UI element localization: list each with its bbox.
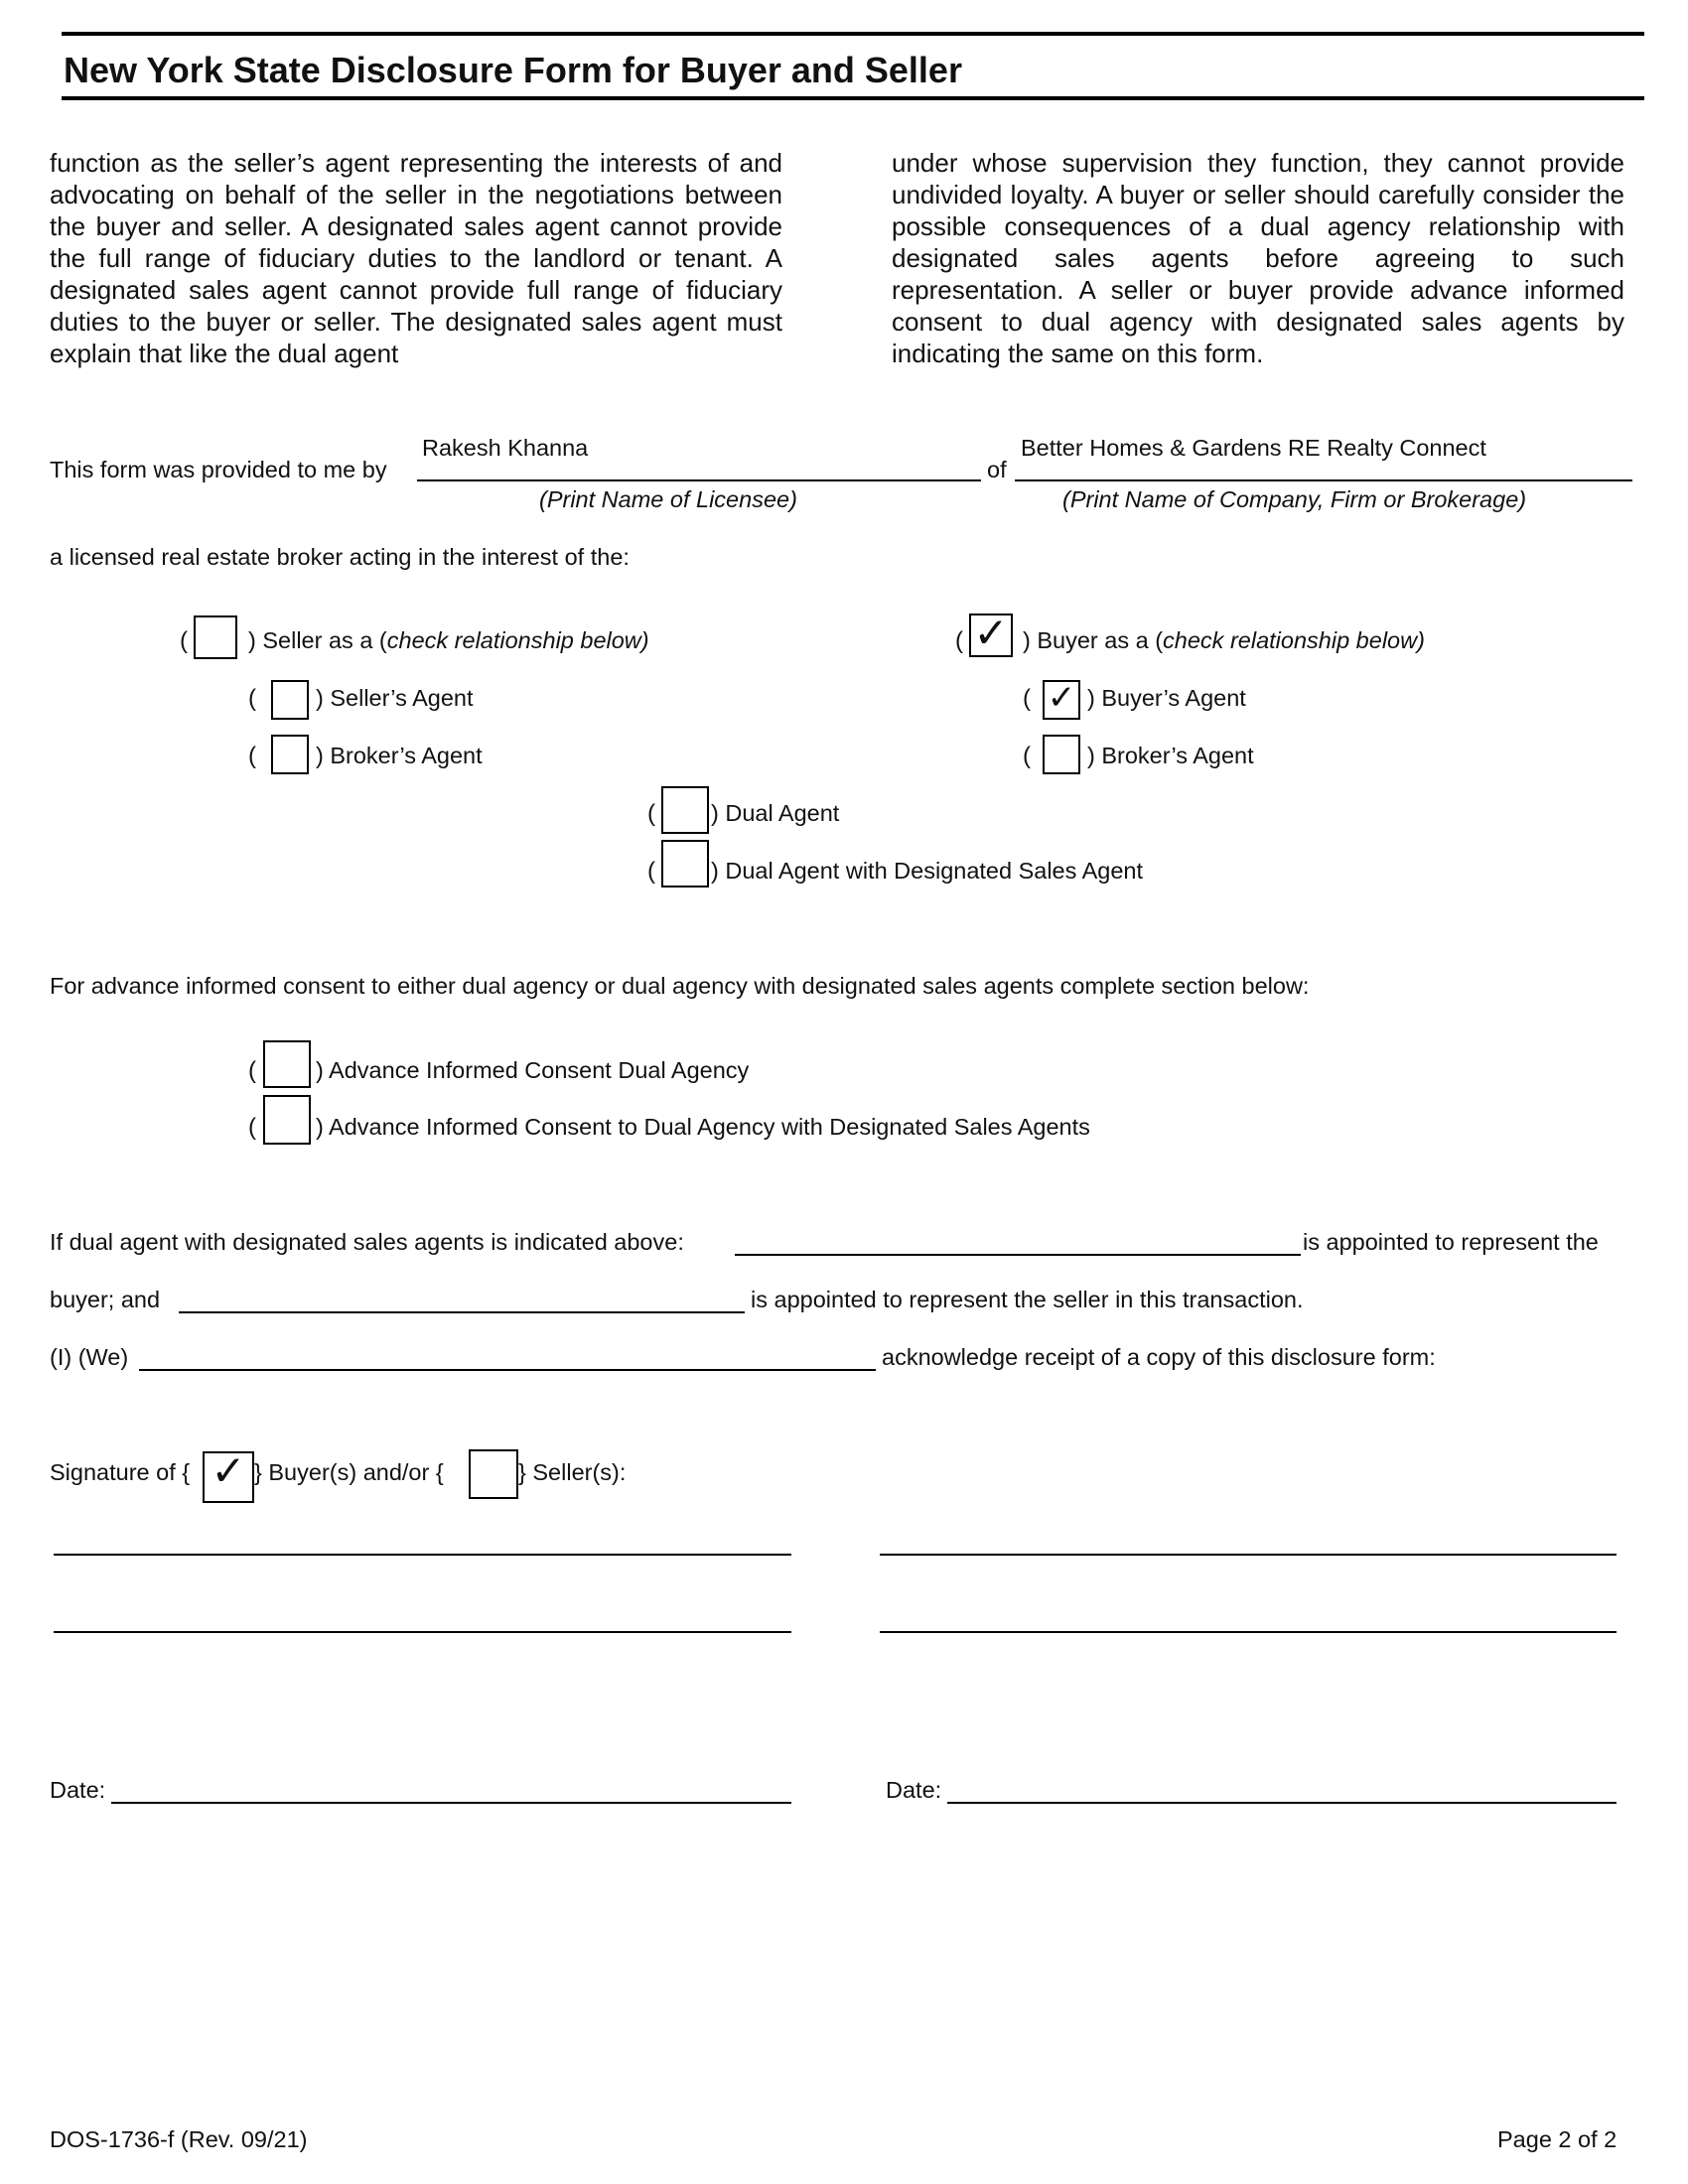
- signature-buyer-checkbox[interactable]: [203, 1446, 254, 1503]
- of-label: of: [987, 457, 1007, 482]
- company-caption: (Print Name of Company, Firm or Brokerage): [1062, 486, 1527, 512]
- header-bottom-rule: [62, 96, 1644, 100]
- sellers-agent-label: ) Seller’s Agent: [316, 685, 474, 711]
- date-field-left[interactable]: [111, 1802, 791, 1804]
- company-name-value: Better Homes & Gardens RE Realty Connect: [1021, 435, 1486, 461]
- seller-designated-agent-field[interactable]: [179, 1311, 745, 1313]
- buyer-designated-agent-field[interactable]: [735, 1254, 1301, 1256]
- buyers-agent-check-icon: ✓: [1047, 678, 1076, 718]
- designated-line1-end: is appointed to represent the: [1303, 1229, 1599, 1255]
- designated-line1-start: If dual agent with designated sales agents is indicated above:: [50, 1229, 684, 1255]
- date-label-right: Date:: [886, 1777, 942, 1803]
- page-number: Page 2 of 2: [1497, 2126, 1618, 2152]
- body-paragraph-left: function as the seller’s agent representing the interests of and advocating on behalf of the seller in the negotiations between the buyer and seller. A designated sales agent cannot provide the full range of fiduciary duties to the landlord or tenant. A designated sales agent cannot provide full range of fiduciary duties to the buyer or seller. The designated sales agent must explain that like the dual agent: [50, 148, 782, 368]
- buyers-agent-checkbox[interactable]: [1043, 680, 1080, 720]
- dual-agent-designated-open-paren: (: [647, 858, 655, 885]
- seller-checkbox[interactable]: [194, 615, 237, 659]
- buyer-brokers-agent-label: ) Broker’s Agent: [1087, 743, 1254, 768]
- seller-brokers-agent-label: ) Broker’s Agent: [316, 743, 483, 768]
- date-label-left: Date:: [50, 1777, 106, 1803]
- dual-agent-designated-checkbox[interactable]: [661, 840, 709, 887]
- buyer-checkbox[interactable]: [969, 609, 1013, 657]
- date-field-right[interactable]: [947, 1802, 1617, 1804]
- acting-label: a licensed real estate broker acting in the interest of the:: [50, 544, 630, 570]
- signature-label-start: Signature of {: [50, 1459, 191, 1485]
- provided-by-label: This form was provided to me by: [50, 457, 387, 482]
- buyers-agent-label: ) Buyer’s Agent: [1087, 685, 1246, 711]
- seller-open-paren: (: [180, 627, 188, 654]
- consent-dual-checkbox[interactable]: [263, 1040, 311, 1088]
- consent-dual-designated-checkbox[interactable]: [263, 1095, 311, 1145]
- body-paragraph-right: under whose supervision they function, they cannot provide undivided loyalty. A buyer or seller should carefully consider the possible consequences of a dual agency relationship with designated sales agents before agreeing to such representation. A seller or buyer provide advance informed consent to dual agency with designated sales agents by indicating the same on this form.: [892, 148, 1624, 368]
- company-name-field[interactable]: [1015, 479, 1632, 481]
- dual-agent-checkbox[interactable]: [661, 786, 709, 834]
- designated-line3-start: (I) (We): [50, 1344, 129, 1370]
- consent-dual-label: ) Advance Informed Consent Dual Agency: [316, 1057, 750, 1083]
- header-top-rule: [62, 32, 1644, 36]
- body-text-left: [50, 147, 782, 369]
- buyer-as-label: ) Buyer as a (check relationship below): [1023, 627, 1425, 653]
- signature-line-left-1[interactable]: [54, 1554, 791, 1556]
- buyers-agent-open-paren: (: [1023, 685, 1031, 712]
- buyer-brokers-agent-checkbox[interactable]: [1043, 735, 1080, 774]
- dual-agent-label: ) Dual Agent: [711, 800, 840, 826]
- signature-line-left-2[interactable]: [54, 1631, 791, 1633]
- dual-agent-open-paren: (: [647, 800, 655, 827]
- body-text-right: [892, 147, 1624, 369]
- signature-seller-checkbox[interactable]: [469, 1449, 518, 1499]
- buyer-open-paren: (: [955, 627, 963, 654]
- sellers-agent-open-paren: (: [248, 685, 256, 712]
- signature-line-right-1[interactable]: [880, 1554, 1617, 1556]
- acknowledge-names-field[interactable]: [139, 1369, 876, 1371]
- page-title: New York State Disclosure Form for Buyer and Seller: [64, 50, 962, 90]
- licensee-name-field[interactable]: [417, 479, 981, 481]
- consent-dual-designated-label: ) Advance Informed Consent to Dual Agency with Designated Sales Agents: [316, 1114, 1090, 1140]
- consent-dual-open-paren: (: [248, 1057, 256, 1084]
- licensee-name-value: Rakesh Khanna: [422, 435, 589, 461]
- consent-dual-designated-open-paren: (: [248, 1114, 256, 1141]
- designated-line2-start: buyer; and: [50, 1287, 161, 1312]
- signature-label-mid: } Buyer(s) and/or {: [254, 1459, 444, 1485]
- form-id: DOS-1736-f (Rev. 09/21): [50, 2126, 308, 2152]
- designated-line3-end: acknowledge receipt of a copy of this disclosure form:: [882, 1344, 1436, 1370]
- signature-line-right-2[interactable]: [880, 1631, 1617, 1633]
- seller-as-label: ) Seller as a (check relationship below): [248, 627, 649, 653]
- buyer-check-icon: ✓: [973, 609, 1009, 657]
- designated-line2-end: is appointed to represent the seller in this transaction.: [751, 1287, 1304, 1312]
- signature-label-end: } Seller(s):: [518, 1459, 627, 1485]
- seller-brokers-agent-open-paren: (: [248, 743, 256, 769]
- licensee-caption: (Print Name of Licensee): [539, 486, 797, 512]
- sellers-agent-checkbox[interactable]: [271, 680, 309, 720]
- signature-buyer-check-icon: ✓: [211, 1446, 246, 1495]
- consent-intro: For advance informed consent to either dual agency or dual agency with designated sales agents complete section below:: [50, 973, 1310, 999]
- buyer-brokers-agent-open-paren: (: [1023, 743, 1031, 769]
- seller-brokers-agent-checkbox[interactable]: [271, 735, 309, 774]
- dual-agent-designated-label: ) Dual Agent with Designated Sales Agent: [711, 858, 1144, 884]
